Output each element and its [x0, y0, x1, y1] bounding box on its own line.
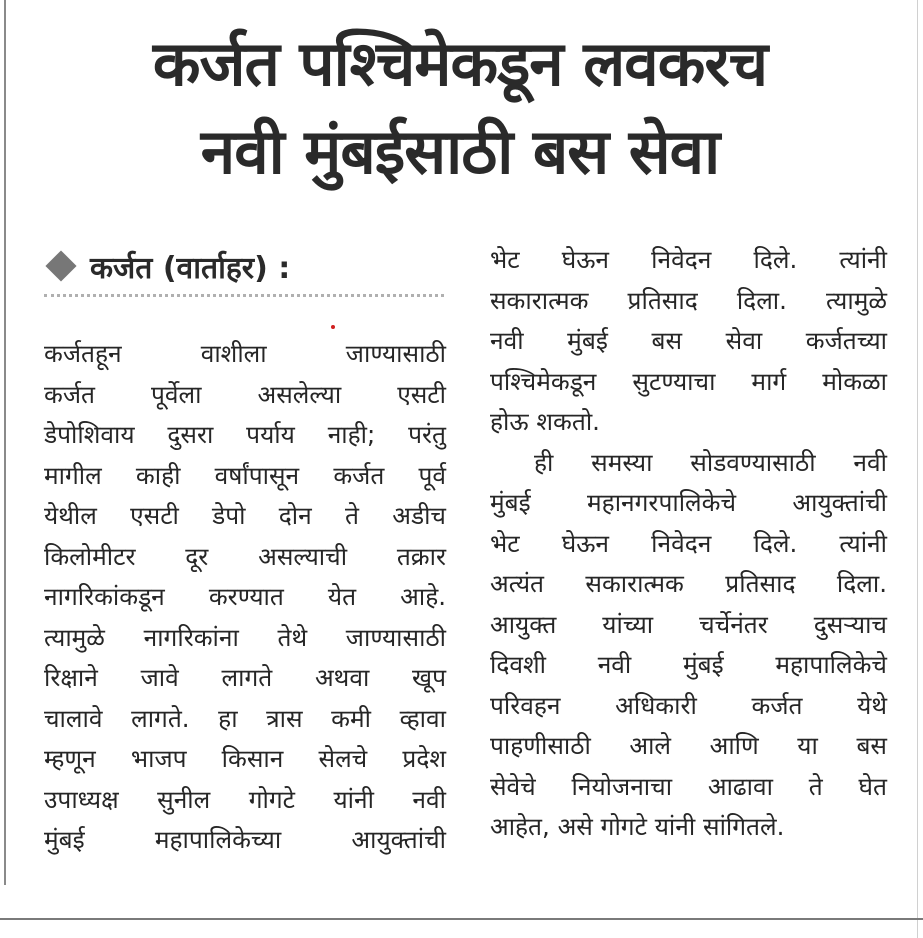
- article-line: येथील एसटी डेपो दोन ते अडीच: [44, 501, 446, 530]
- dateline: [44, 244, 290, 288]
- article-line: कर्जत पूर्वेला असलेल्या एसटी: [44, 379, 446, 409]
- diamond-bullet-icon: [45, 250, 76, 281]
- right-column: [490, 240, 887, 848]
- article-line: परिवहन अधिकारी कर्जत येथे: [490, 690, 887, 720]
- dateline-text: कर्जत (वार्ताहर) :: [90, 250, 291, 286]
- left-column: [44, 334, 446, 861]
- article-line: नवी मुंबई बस सेवा कर्जतच्या: [490, 326, 887, 355]
- right-border: [917, 0, 918, 938]
- article-line: रिक्षाने जावे लागते अथवा खूप: [44, 663, 446, 692]
- article-line: पश्चिमेकडून सुटण्याचा मार्ग मोकळा: [490, 366, 887, 396]
- article-line: चालावे लागते. हा त्रास कमी व्हावा: [44, 703, 446, 733]
- article-line: नागरिकांकडून करण्यात येत आहे.: [44, 582, 446, 611]
- article-line: भेट घेऊन निवेदन दिले. त्यांनी: [490, 245, 887, 274]
- article-line: त्यामुळे नागरिकांना तेथे जाण्यासाठी: [44, 622, 446, 652]
- article-line: अत्यंत सकारात्मक प्रतिसाद दिला.: [490, 569, 887, 598]
- article-line: उपाध्यक्ष सुनील गोगटे यांनी नवी: [44, 784, 446, 814]
- dotted-divider: [44, 294, 444, 297]
- article-line: म्हणून भाजप किसान सेलचे प्रदेश: [44, 744, 446, 773]
- article-line: किलोमीटर दूर असल्याची तक्रार: [44, 541, 446, 571]
- headline-line-1: कर्जत पश्चिमेकडून लवकरच: [152, 27, 768, 100]
- article-line: आहेत, असे गोगटे यांनी सांगितले.: [490, 812, 785, 841]
- article-line: सेवेचे नियोजनाचा आढावा ते घेत: [490, 771, 887, 801]
- article-line: डेपोशिवाय दुसरा पर्याय नाही; परंतु: [44, 420, 446, 449]
- left-border: [4, 0, 6, 885]
- article-line: ही समस्या सोडवण्यासाठी नवी: [534, 447, 887, 477]
- article-line: पाहणीसाठी आले आणि या बस: [490, 731, 887, 760]
- article-line: सकारात्मक प्रतिसाद दिला. त्यामुळे: [490, 285, 887, 315]
- red-speck: [331, 325, 335, 329]
- article-line: मुंबई महापालिकेच्या आयुक्तांची: [44, 825, 446, 854]
- article-line: कर्जतहून वाशीला जाण्यासाठी: [44, 339, 446, 368]
- bottom-rule: [0, 918, 923, 920]
- article-line: होऊ शकतो.: [490, 407, 600, 436]
- headline-line-2: नवी मुंबईसाठी बस सेवा: [200, 115, 720, 188]
- article-line: मुंबई महानगरपालिकेचे आयुक्तांची: [490, 488, 887, 517]
- article-line: आयुक्त यांच्या चर्चेनंतर दुसऱ्याच: [490, 609, 887, 639]
- article-line: भेट घेऊन निवेदन दिले. त्यांनी: [490, 528, 887, 558]
- headline: [30, 20, 890, 196]
- article-line: दिवशी नवी मुंबई महापालिकेचे: [490, 650, 887, 679]
- article-line: मागील काही वर्षांपासून कर्जत पूर्व: [44, 460, 446, 490]
